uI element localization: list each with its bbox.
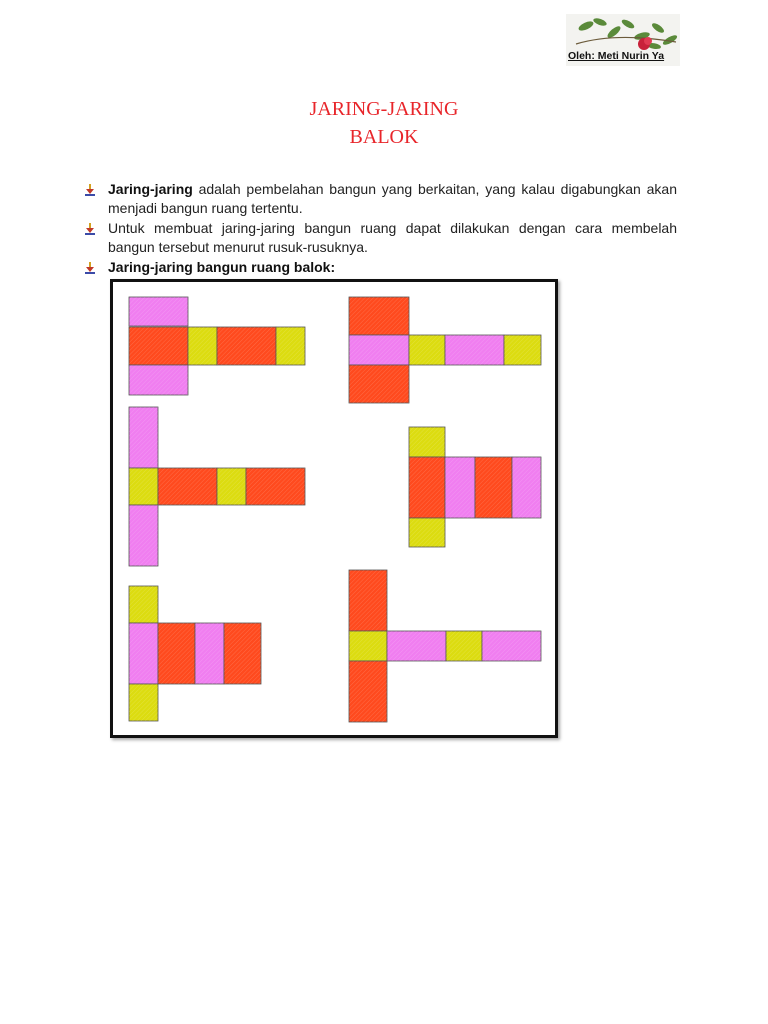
bullet-arrow-icon [84, 222, 96, 236]
bullet-definition-term: Jaring-jaring [108, 181, 193, 197]
face-texture [129, 586, 158, 623]
bullet-method [108, 219, 677, 257]
face-texture [504, 335, 541, 365]
face-texture [129, 505, 158, 566]
face-texture [349, 570, 387, 631]
face-texture [512, 457, 541, 518]
bullet-arrow-icon [84, 183, 96, 197]
face-texture [129, 297, 188, 326]
face-texture [409, 427, 445, 457]
face-texture [129, 468, 158, 505]
page-title-line1: JARING-JARING [309, 98, 459, 120]
face-texture [349, 631, 387, 661]
face-texture [349, 335, 409, 365]
bullet-nets-heading [108, 258, 677, 277]
bullet-definition [108, 180, 677, 218]
face-texture [387, 631, 446, 661]
face-texture [349, 365, 409, 403]
face-texture [246, 468, 305, 505]
face-texture [446, 631, 482, 661]
face-texture [445, 457, 475, 518]
face-texture [217, 468, 246, 505]
net-2 [349, 297, 541, 403]
face-texture [409, 335, 445, 365]
face-texture [475, 457, 512, 518]
face-texture [224, 623, 261, 684]
face-texture [349, 297, 409, 335]
face-texture [129, 407, 158, 468]
author-credit: Oleh: Meti Nurin Ya [568, 50, 665, 62]
bullet-arrow-icon [84, 261, 96, 275]
nets-figure-frame [110, 279, 558, 738]
face-texture [129, 365, 188, 395]
face-texture [129, 327, 188, 365]
face-texture [188, 327, 217, 365]
face-texture [158, 468, 217, 505]
author-badge [566, 14, 680, 66]
face-texture [129, 623, 158, 684]
face-texture [409, 457, 445, 518]
face-texture [276, 327, 305, 365]
cuboid-nets-diagram [113, 282, 555, 735]
net-3 [129, 407, 305, 566]
bullet-method-text: Untuk membuat jaring-jaring bangun ruang dapat dilakukan dengan cara membelah bangun tersebut menurut rusuk-rusuknya. [108, 220, 677, 255]
page-title-line2: BALOK [349, 126, 419, 148]
bullet-definition-text: adalah pembelahan bangun yang berkaitan, yang kalau digabungkan akan menjadi bangun ruang tertentu. [108, 181, 677, 216]
net-5 [129, 586, 261, 721]
face-texture [409, 518, 445, 547]
face-texture [445, 335, 504, 365]
nets-heading-text: Jaring-jaring bangun ruang balok: [108, 259, 336, 275]
face-texture [195, 623, 224, 684]
face-texture [129, 684, 158, 721]
net-6 [349, 570, 541, 722]
face-texture [217, 327, 276, 365]
face-texture [482, 631, 541, 661]
face-texture [158, 623, 195, 684]
net-4 [409, 427, 541, 547]
face-texture [349, 661, 387, 722]
net-1 [129, 297, 305, 395]
